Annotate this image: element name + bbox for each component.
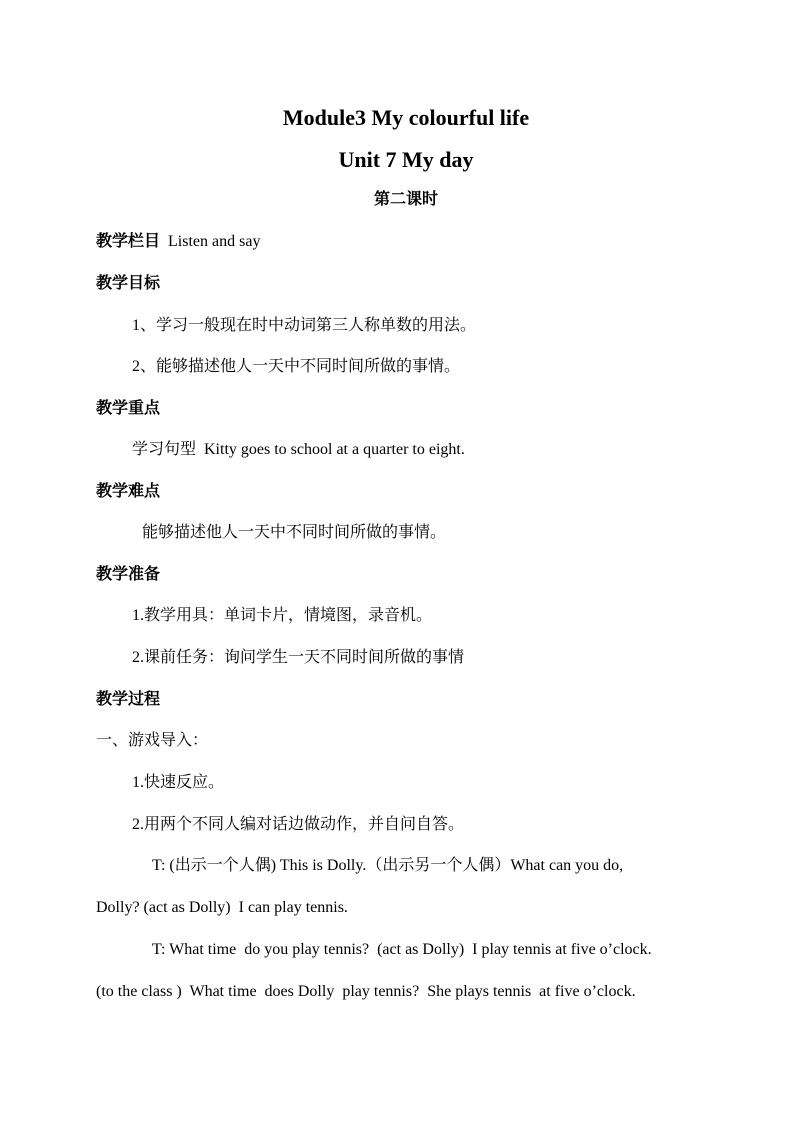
dialogue-line-1: T: (出示一个人偶) This is Dolly.（出示另一个人偶）What can you do, <box>152 857 624 874</box>
objective-item-2: 2、能够描述他人一天中不同时间所做的事情。 <box>132 358 461 375</box>
process-item-1: 1.快速反应。 <box>132 774 225 791</box>
dialogue-line-3: T: What time do you play tennis? (act as Dolly) I play tennis at five o’clock. <box>152 941 652 958</box>
preparation-item-2: 2.课前任务：询问学生一天不同时间所做的事情 <box>132 649 465 666</box>
column-row <box>96 232 260 252</box>
lesson-title: 第二课时 <box>373 191 438 208</box>
preparation-item-1: 1.教学用具：单词卡片，情境图，录音机。 <box>132 607 433 624</box>
process-section-1: 一、游戏导入： <box>96 732 209 749</box>
column-label: 教学栏目 <box>96 233 161 250</box>
preparation-heading: 教学准备 <box>96 566 161 583</box>
objectives-heading: 教学目标 <box>96 275 161 292</box>
column-value: Listen and say <box>168 233 261 250</box>
difficulties-heading: 教学难点 <box>96 483 161 500</box>
dialogue-line-4: (to the class ) What time does Dolly play tennis? She plays tennis at five o’clock. <box>96 983 636 1000</box>
module-title: Module3 My colourful life <box>282 105 530 130</box>
difficulties-text: 能够描述他人一天中不同时间所做的事情。 <box>142 524 447 541</box>
process-item-2: 2.用两个不同人编对话边做动作，并自问自答。 <box>132 816 465 833</box>
key-points-text: 学习句型 Kitty goes to school at a quarter to eight. <box>132 441 465 458</box>
objective-item-1: 1、学习一般现在时中动词第三人称单数的用法。 <box>132 317 477 334</box>
key-points-heading: 教学重点 <box>96 400 161 417</box>
dialogue-line-2: Dolly? (act as Dolly) I can play tennis. <box>96 899 348 916</box>
process-heading: 教学过程 <box>96 691 161 708</box>
unit-title: Unit 7 My day <box>338 147 474 172</box>
